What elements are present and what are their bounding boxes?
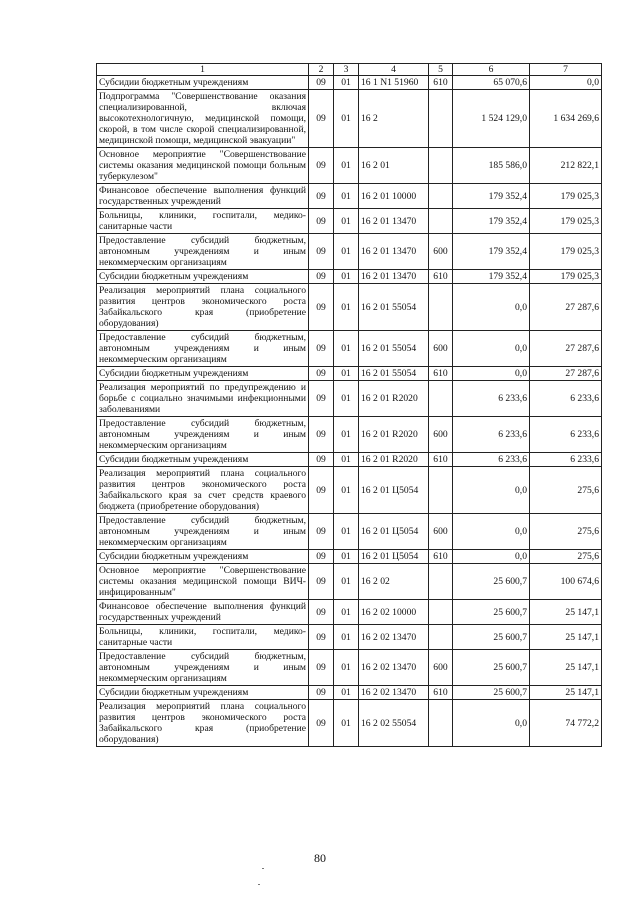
row-expense-type: [429, 600, 453, 625]
header-cell-5: 5: [429, 64, 453, 76]
table-row: [97, 76, 602, 90]
table-row: [97, 514, 602, 550]
header-cell-2: 2: [309, 64, 334, 76]
row-amount-year-1: 0,0: [453, 514, 530, 550]
row-subsection-code: 01: [334, 90, 359, 148]
row-target-code: 16 2 02 13470: [359, 686, 429, 700]
row-expense-type: 600: [429, 650, 453, 686]
row-section-code: 09: [309, 367, 334, 381]
table-row: [97, 284, 602, 331]
row-subsection-code: 01: [334, 564, 359, 600]
row-expense-type: 600: [429, 514, 453, 550]
row-section-code: 09: [309, 284, 334, 331]
row-target-code: 16 2: [359, 90, 429, 148]
header-cell-4: 4: [359, 64, 429, 76]
row-section-code: 09: [309, 514, 334, 550]
row-amount-year-1: 6 233,6: [453, 381, 530, 417]
row-name: Субсидии бюджетным учреждениям: [97, 686, 309, 700]
table-row: [97, 90, 602, 148]
row-subsection-code: 01: [334, 514, 359, 550]
row-section-code: 09: [309, 417, 334, 453]
row-amount-year-2: 27 287,6: [530, 331, 602, 367]
scan-speck: [262, 868, 264, 869]
row-name: Предоставление субсидий бюджетным, автономным учреждениям и иным некоммерческим организациям: [97, 331, 309, 367]
row-expense-type: 610: [429, 270, 453, 284]
row-section-code: 09: [309, 467, 334, 514]
row-name: Субсидии бюджетным учреждениям: [97, 270, 309, 284]
row-target-code: 16 2 01 55054: [359, 367, 429, 381]
row-amount-year-1: 0,0: [453, 550, 530, 564]
table-row: [97, 331, 602, 367]
row-subsection-code: 01: [334, 270, 359, 284]
row-expense-type: [429, 90, 453, 148]
row-target-code: 16 2 01 55054: [359, 284, 429, 331]
table-row: [97, 381, 602, 417]
row-name: Больницы, клиники, госпитали, медико-санитарные части: [97, 625, 309, 650]
row-name: Предоставление субсидий бюджетным, автономным учреждениям и иным некоммерческим организациям: [97, 417, 309, 453]
page-number: 80: [314, 851, 326, 865]
row-name: Предоставление субсидий бюджетным, автономным учреждениям и иным некоммерческим организациям: [97, 514, 309, 550]
row-amount-year-2: 6 233,6: [530, 381, 602, 417]
row-amount-year-1: 25 600,7: [453, 564, 530, 600]
row-amount-year-1: 179 352,4: [453, 234, 530, 270]
row-section-code: 09: [309, 564, 334, 600]
row-target-code: 16 2 01 R2020: [359, 453, 429, 467]
row-expense-type: 610: [429, 453, 453, 467]
row-name: Субсидии бюджетным учреждениям: [97, 453, 309, 467]
row-expense-type: 610: [429, 76, 453, 90]
row-subsection-code: 01: [334, 331, 359, 367]
row-name: Реализация мероприятий плана социального развития центров экономического роста Забайкальского края (приобретение оборудования): [97, 284, 309, 331]
row-amount-year-2: 25 147,1: [530, 600, 602, 625]
row-expense-type: 600: [429, 234, 453, 270]
row-amount-year-2: 179 025,3: [530, 234, 602, 270]
row-expense-type: [429, 564, 453, 600]
row-amount-year-1: 185 586,0: [453, 148, 530, 184]
row-subsection-code: 01: [334, 234, 359, 270]
row-target-code: 16 2 01 13470: [359, 270, 429, 284]
table-row: [97, 453, 602, 467]
row-amount-year-2: 25 147,1: [530, 650, 602, 686]
row-section-code: 09: [309, 650, 334, 686]
table-row: [97, 550, 602, 564]
row-amount-year-2: 275,6: [530, 514, 602, 550]
row-expense-type: [429, 148, 453, 184]
row-target-code: 16 2 01 Ц5054: [359, 467, 429, 514]
row-target-code: 16 2 02 55054: [359, 700, 429, 747]
row-amount-year-2: 179 025,3: [530, 209, 602, 234]
row-expense-type: 610: [429, 550, 453, 564]
row-section-code: 09: [309, 270, 334, 284]
row-amount-year-2: 100 674,6: [530, 564, 602, 600]
row-section-code: 09: [309, 234, 334, 270]
row-amount-year-2: 25 147,1: [530, 625, 602, 650]
table-row: [97, 686, 602, 700]
row-section-code: 09: [309, 148, 334, 184]
header-cell-6: 6: [453, 64, 530, 76]
row-amount-year-1: 25 600,7: [453, 686, 530, 700]
row-amount-year-1: 0,0: [453, 284, 530, 331]
row-subsection-code: 01: [334, 76, 359, 90]
row-name: Основное мероприятие "Совершенствование системы оказания медицинской помощи ВИЧ-инфицированным": [97, 564, 309, 600]
row-target-code: 16 2 02: [359, 564, 429, 600]
row-amount-year-1: 0,0: [453, 467, 530, 514]
row-target-code: 16 2 01 13470: [359, 234, 429, 270]
row-name: Основное мероприятие "Совершенствование системы оказания медицинской помощи больным туберкулезом": [97, 148, 309, 184]
row-amount-year-1: 1 524 129,0: [453, 90, 530, 148]
budget-table: [96, 63, 602, 747]
row-subsection-code: 01: [334, 184, 359, 209]
row-expense-type: [429, 184, 453, 209]
row-subsection-code: 01: [334, 467, 359, 514]
row-amount-year-2: 25 147,1: [530, 686, 602, 700]
row-expense-type: [429, 700, 453, 747]
row-name: Субсидии бюджетным учреждениям: [97, 367, 309, 381]
row-subsection-code: 01: [334, 700, 359, 747]
header-cell-7: 7: [530, 64, 602, 76]
table-row: [97, 650, 602, 686]
row-name: Субсидии бюджетным учреждениям: [97, 76, 309, 90]
row-amount-year-2: 27 287,6: [530, 367, 602, 381]
row-target-code: 16 2 01 13470: [359, 209, 429, 234]
row-amount-year-1: 6 233,6: [453, 453, 530, 467]
row-expense-type: [429, 284, 453, 331]
row-amount-year-2: 179 025,3: [530, 270, 602, 284]
row-amount-year-2: 212 822,1: [530, 148, 602, 184]
row-amount-year-2: 275,6: [530, 550, 602, 564]
row-subsection-code: 01: [334, 686, 359, 700]
header-cell-3: 3: [334, 64, 359, 76]
row-subsection-code: 01: [334, 600, 359, 625]
row-subsection-code: 01: [334, 284, 359, 331]
row-name: Подпрограмма "Совершенствование оказания специализированной, включая высокотехнологичную, медицинской помощи, скорой, в том числе скорой специализированной, медицинской помощи, медицинской эвакуации": [97, 90, 309, 148]
row-subsection-code: 01: [334, 650, 359, 686]
table-row: [97, 367, 602, 381]
row-amount-year-2: 0,0: [530, 76, 602, 90]
row-amount-year-1: 0,0: [453, 700, 530, 747]
row-expense-type: [429, 209, 453, 234]
row-target-code: 16 2 02 13470: [359, 625, 429, 650]
row-subsection-code: 01: [334, 148, 359, 184]
row-expense-type: [429, 381, 453, 417]
row-name: Субсидии бюджетным учреждениям: [97, 550, 309, 564]
row-section-code: 09: [309, 700, 334, 747]
row-target-code: 16 2 01 55054: [359, 331, 429, 367]
row-section-code: 09: [309, 686, 334, 700]
row-name: Реализация мероприятий по предупреждению и борьбе с социально значимыми инфекционными заболеваниями: [97, 381, 309, 417]
row-amount-year-2: 74 772,2: [530, 700, 602, 747]
row-section-code: 09: [309, 331, 334, 367]
row-target-code: 16 2 01 Ц5054: [359, 550, 429, 564]
row-amount-year-1: 25 600,7: [453, 650, 530, 686]
row-section-code: 09: [309, 381, 334, 417]
row-subsection-code: 01: [334, 367, 359, 381]
row-amount-year-2: 1 634 269,6: [530, 90, 602, 148]
row-subsection-code: 01: [334, 550, 359, 564]
table-row: [97, 209, 602, 234]
row-amount-year-2: 275,6: [530, 467, 602, 514]
row-amount-year-2: 27 287,6: [530, 284, 602, 331]
row-amount-year-1: 179 352,4: [453, 270, 530, 284]
table-body: [97, 76, 602, 747]
row-name: Предоставление субсидий бюджетным, автономным учреждениям и иным некоммерческим организациям: [97, 234, 309, 270]
table-row: [97, 234, 602, 270]
row-section-code: 09: [309, 453, 334, 467]
table-row: [97, 270, 602, 284]
row-amount-year-1: 0,0: [453, 331, 530, 367]
row-name: Финансовое обеспечение выполнения функций государственных учреждений: [97, 184, 309, 209]
scan-speck: [258, 884, 260, 885]
table-row: [97, 600, 602, 625]
table-row: [97, 417, 602, 453]
row-target-code: 16 2 02 10000: [359, 600, 429, 625]
table-row: [97, 564, 602, 600]
row-subsection-code: 01: [334, 417, 359, 453]
row-amount-year-1: 6 233,6: [453, 417, 530, 453]
row-amount-year-2: 6 233,6: [530, 453, 602, 467]
table-header-row: [97, 64, 602, 76]
row-subsection-code: 01: [334, 625, 359, 650]
row-amount-year-1: 0,0: [453, 367, 530, 381]
row-amount-year-1: 179 352,4: [453, 209, 530, 234]
row-name: Финансовое обеспечение выполнения функций государственных учреждений: [97, 600, 309, 625]
row-expense-type: [429, 467, 453, 514]
row-target-code: 16 2 01: [359, 148, 429, 184]
table-row: [97, 467, 602, 514]
row-target-code: 16 1 N1 51960: [359, 76, 429, 90]
row-target-code: 16 2 01 R2020: [359, 417, 429, 453]
row-expense-type: [429, 625, 453, 650]
row-expense-type: 610: [429, 686, 453, 700]
table-row: [97, 700, 602, 747]
header-cell-1: 1: [97, 64, 309, 76]
row-section-code: 09: [309, 625, 334, 650]
row-name: Предоставление субсидий бюджетным, автономным учреждениям и иным некоммерческим организациям: [97, 650, 309, 686]
table-row: [97, 625, 602, 650]
row-section-code: 09: [309, 209, 334, 234]
row-expense-type: 610: [429, 367, 453, 381]
row-amount-year-2: 179 025,3: [530, 184, 602, 209]
row-amount-year-1: 65 070,6: [453, 76, 530, 90]
row-section-code: 09: [309, 184, 334, 209]
row-expense-type: 600: [429, 417, 453, 453]
row-name: Реализация мероприятий плана социального развития центров экономического роста Забайкальского края (приобретение оборудования): [97, 700, 309, 747]
row-target-code: 16 2 01 Ц5054: [359, 514, 429, 550]
row-name: Больницы, клиники, госпитали, медико-санитарные части: [97, 209, 309, 234]
row-section-code: 09: [309, 600, 334, 625]
row-target-code: 16 2 02 13470: [359, 650, 429, 686]
table-row: [97, 148, 602, 184]
row-expense-type: 600: [429, 331, 453, 367]
row-amount-year-1: 25 600,7: [453, 600, 530, 625]
row-subsection-code: 01: [334, 453, 359, 467]
row-amount-year-1: 179 352,4: [453, 184, 530, 209]
table-row: [97, 184, 602, 209]
row-name: Реализация мероприятий плана социального развития центров экономического роста Забайкальского края за счет средств краевого бюджета (приобретение оборудования): [97, 467, 309, 514]
row-subsection-code: 01: [334, 209, 359, 234]
row-section-code: 09: [309, 550, 334, 564]
row-subsection-code: 01: [334, 381, 359, 417]
row-section-code: 09: [309, 76, 334, 90]
row-target-code: 16 2 01 R2020: [359, 381, 429, 417]
row-amount-year-2: 6 233,6: [530, 417, 602, 453]
row-amount-year-1: 25 600,7: [453, 625, 530, 650]
row-section-code: 09: [309, 90, 334, 148]
row-target-code: 16 2 01 10000: [359, 184, 429, 209]
